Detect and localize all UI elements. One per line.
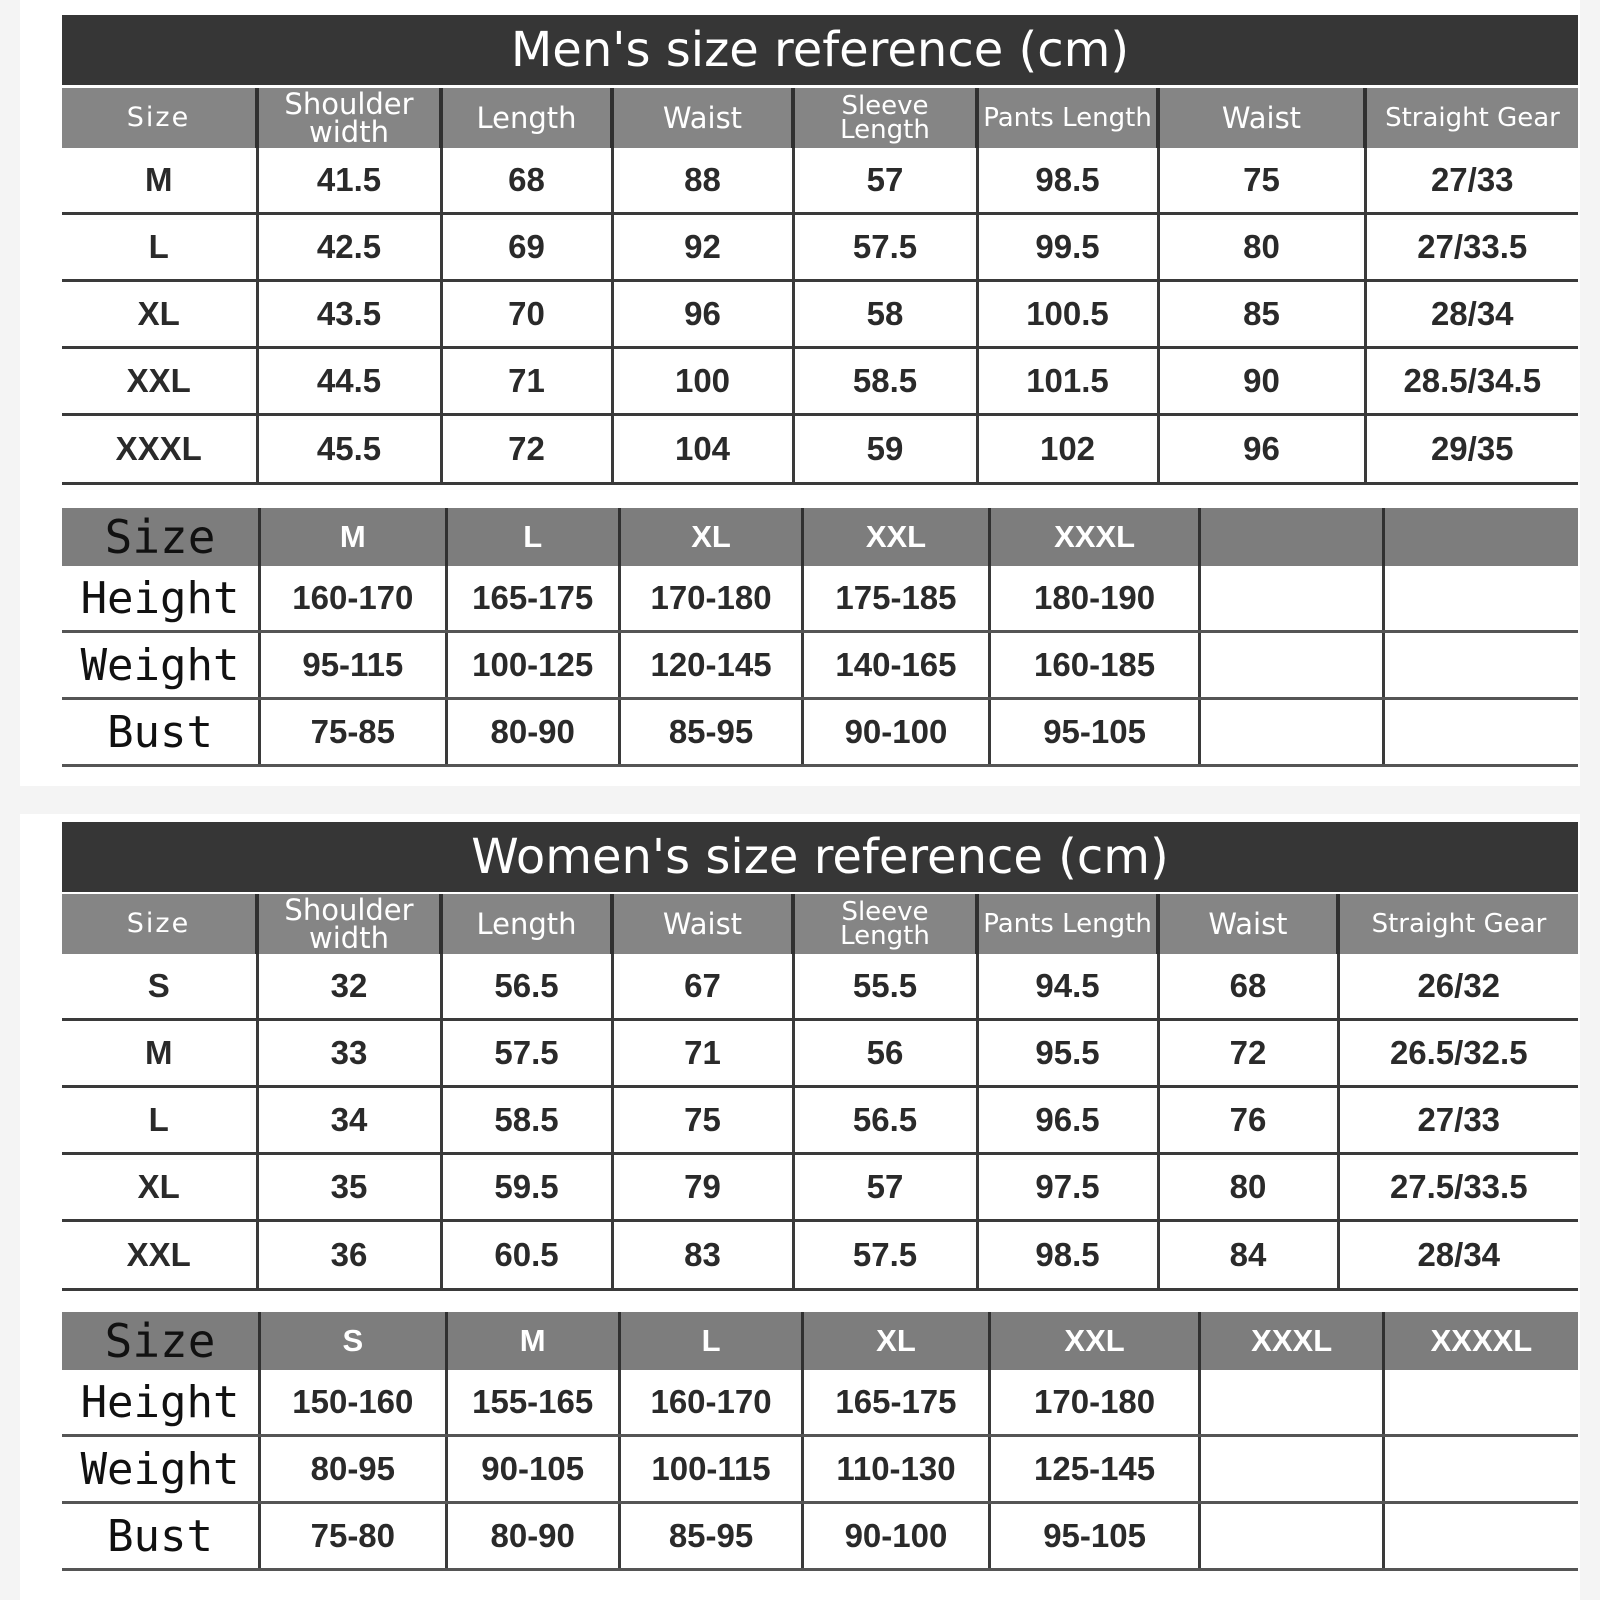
table-cell: 97.5 [977, 1154, 1158, 1221]
table-cell: 160-170 [619, 1370, 802, 1436]
table-cell: 96 [612, 281, 793, 348]
table-cell: 175-185 [803, 566, 989, 632]
table-cell: 27/33.5 [1365, 214, 1578, 281]
table-cell: 90 [1158, 348, 1365, 415]
table-row [62, 632, 1578, 699]
table-row [62, 148, 1578, 214]
column-header: Straight Gear [1338, 894, 1578, 954]
table-cell: 55.5 [793, 954, 977, 1020]
column-header: Length [441, 88, 612, 148]
row-label: Height [62, 1370, 260, 1436]
table-row [62, 1370, 1578, 1436]
table-row [62, 1020, 1578, 1087]
table-cell: 160-170 [260, 566, 446, 632]
table-cell: 26.5/32.5 [1338, 1020, 1578, 1087]
table-cell: 72 [441, 415, 612, 484]
table-cell: 85 [1158, 281, 1365, 348]
table-cell: 60.5 [441, 1221, 612, 1290]
column-header: S [260, 1312, 446, 1370]
table-cell: 80-90 [446, 699, 619, 766]
table-cell: 100 [612, 348, 793, 415]
column-header: Size [62, 894, 257, 954]
table-cell: 150-160 [260, 1370, 446, 1436]
table-cell: 69 [441, 214, 612, 281]
table-cell [1383, 632, 1578, 699]
row-label: Weight [62, 1436, 260, 1503]
column-header: Pants Length [977, 88, 1158, 148]
table-cell: 58.5 [793, 348, 977, 415]
table-cell [1383, 699, 1578, 766]
table-cell: 35 [257, 1154, 441, 1221]
table-cell: 75 [612, 1087, 793, 1154]
column-header: Size [62, 1312, 260, 1370]
table-cell: 44.5 [257, 348, 441, 415]
table-cell: 34 [257, 1087, 441, 1154]
table-cell: 57.5 [793, 1221, 977, 1290]
row-label: XL [62, 1154, 257, 1221]
table-cell: 27/33 [1365, 148, 1578, 214]
table-cell: 36 [257, 1221, 441, 1290]
table-cell [1200, 699, 1383, 766]
column-header: L [619, 1312, 802, 1370]
table-cell: 95-115 [260, 632, 446, 699]
table-cell: 27/33 [1338, 1087, 1578, 1154]
row-label: XXL [62, 1221, 257, 1290]
column-header [1200, 508, 1383, 566]
table-cell: 33 [257, 1020, 441, 1087]
table-cell: 160-185 [989, 632, 1200, 699]
table-cell: 45.5 [257, 415, 441, 484]
table-cell [1383, 566, 1578, 632]
row-label: XL [62, 281, 257, 348]
table-cell: 67 [612, 954, 793, 1020]
table-cell: 98.5 [977, 1221, 1158, 1290]
table-cell: 76 [1158, 1087, 1338, 1154]
men-measurement-table [62, 88, 1578, 485]
table-cell: 120-145 [619, 632, 802, 699]
column-header: Waist [612, 88, 793, 148]
table-row [62, 415, 1578, 484]
table-cell [1200, 1436, 1383, 1503]
table-cell: 29/35 [1365, 415, 1578, 484]
table-cell: 140-165 [803, 632, 989, 699]
column-header: XL [619, 508, 802, 566]
table-cell [1383, 1503, 1578, 1570]
column-header: XXL [803, 508, 989, 566]
header-row [62, 88, 1578, 148]
column-header: Shoulder width [257, 894, 441, 954]
table-cell: 28.5/34.5 [1365, 348, 1578, 415]
table-row [62, 281, 1578, 348]
table-cell: 170-180 [989, 1370, 1200, 1436]
column-header: Waist [612, 894, 793, 954]
table-cell: 80 [1158, 214, 1365, 281]
table-cell: 96.5 [977, 1087, 1158, 1154]
column-header: XXXXL [1383, 1312, 1578, 1370]
table-cell: 88 [612, 148, 793, 214]
women-body-size-table [62, 1312, 1578, 1571]
column-header: L [446, 508, 619, 566]
table-cell: 43.5 [257, 281, 441, 348]
table-cell: 56 [793, 1020, 977, 1087]
table-cell: 27.5/33.5 [1338, 1154, 1578, 1221]
column-header: Straight Gear [1365, 88, 1578, 148]
row-label: Bust [62, 1503, 260, 1570]
table-row [62, 214, 1578, 281]
table-row [62, 1154, 1578, 1221]
table-cell: 85-95 [619, 699, 802, 766]
table-cell [1200, 1503, 1383, 1570]
table-cell: 42.5 [257, 214, 441, 281]
table-cell: 125-145 [989, 1436, 1200, 1503]
table-cell [1383, 1436, 1578, 1503]
table-cell: 95-105 [989, 1503, 1200, 1570]
table-cell: 57.5 [441, 1020, 612, 1087]
table-cell: 28/34 [1338, 1221, 1578, 1290]
table-cell: 94.5 [977, 954, 1158, 1020]
table-cell: 72 [1158, 1020, 1338, 1087]
row-label: XXL [62, 348, 257, 415]
column-header: Sleeve Length [793, 894, 977, 954]
row-label: S [62, 954, 257, 1020]
row-label: XXXL [62, 415, 257, 484]
table-cell: 28/34 [1365, 281, 1578, 348]
column-header [1383, 508, 1578, 566]
table-cell: 110-130 [803, 1436, 989, 1503]
table-cell: 83 [612, 1221, 793, 1290]
column-header: M [446, 1312, 619, 1370]
row-label: M [62, 148, 257, 214]
table-row [62, 699, 1578, 766]
table-cell: 90-105 [446, 1436, 619, 1503]
table-row [62, 1087, 1578, 1154]
table-cell: 165-175 [446, 566, 619, 632]
table-row [62, 954, 1578, 1020]
table-cell: 71 [441, 348, 612, 415]
header-row [62, 508, 1578, 566]
column-header: Size [62, 508, 260, 566]
table-cell: 58.5 [441, 1087, 612, 1154]
table-row [62, 1436, 1578, 1503]
table-cell: 98.5 [977, 148, 1158, 214]
table-cell: 102 [977, 415, 1158, 484]
column-header: Waist [1158, 88, 1365, 148]
table-cell: 26/32 [1338, 954, 1578, 1020]
table-cell: 155-165 [446, 1370, 619, 1436]
table-cell: 70 [441, 281, 612, 348]
table-cell: 68 [441, 148, 612, 214]
table-row [62, 1503, 1578, 1570]
row-label: Weight [62, 632, 260, 699]
table-cell: 165-175 [803, 1370, 989, 1436]
column-header: Size [62, 88, 257, 148]
table-cell: 180-190 [989, 566, 1200, 632]
men-size-title: Men's size reference (cm) [62, 15, 1578, 85]
table-cell: 100.5 [977, 281, 1158, 348]
row-label: Bust [62, 699, 260, 766]
table-cell: 32 [257, 954, 441, 1020]
row-label: Height [62, 566, 260, 632]
table-cell: 84 [1158, 1221, 1338, 1290]
table-cell: 59 [793, 415, 977, 484]
column-header: M [260, 508, 446, 566]
table-cell: 57.5 [793, 214, 977, 281]
table-cell: 75 [1158, 148, 1365, 214]
table-row [62, 566, 1578, 632]
table-cell: 56.5 [793, 1087, 977, 1154]
table-cell: 80 [1158, 1154, 1338, 1221]
table-cell [1200, 632, 1383, 699]
column-header: Shoulder width [257, 88, 441, 148]
column-header: Length [441, 894, 612, 954]
table-cell [1200, 1370, 1383, 1436]
table-row [62, 348, 1578, 415]
women-measurement-table [62, 894, 1578, 1291]
table-cell: 96 [1158, 415, 1365, 484]
column-header: Pants Length [977, 894, 1158, 954]
table-cell: 92 [612, 214, 793, 281]
table-cell: 71 [612, 1020, 793, 1087]
row-label: M [62, 1020, 257, 1087]
women-size-panel [20, 814, 1580, 1600]
table-cell: 95-105 [989, 699, 1200, 766]
table-cell: 75-80 [260, 1503, 446, 1570]
table-cell: 68 [1158, 954, 1338, 1020]
table-cell [1200, 566, 1383, 632]
table-cell: 56.5 [441, 954, 612, 1020]
column-header: XL [803, 1312, 989, 1370]
table-cell: 75-85 [260, 699, 446, 766]
column-header: XXXL [1200, 1312, 1383, 1370]
column-header: Waist [1158, 894, 1338, 954]
table-cell: 95.5 [977, 1020, 1158, 1087]
table-cell: 104 [612, 415, 793, 484]
table-cell: 57 [793, 148, 977, 214]
row-label: L [62, 1087, 257, 1154]
table-row [62, 1221, 1578, 1290]
table-cell: 80-90 [446, 1503, 619, 1570]
women-size-title: Women's size reference (cm) [62, 822, 1578, 892]
table-cell: 80-95 [260, 1436, 446, 1503]
column-header: Sleeve Length [793, 88, 977, 148]
table-cell: 90-100 [803, 1503, 989, 1570]
men-body-size-table [62, 508, 1578, 767]
table-cell: 100-115 [619, 1436, 802, 1503]
column-header: XXXL [989, 508, 1200, 566]
table-cell: 170-180 [619, 566, 802, 632]
table-cell: 101.5 [977, 348, 1158, 415]
table-cell: 41.5 [257, 148, 441, 214]
table-cell: 59.5 [441, 1154, 612, 1221]
table-cell: 90-100 [803, 699, 989, 766]
column-header: XXL [989, 1312, 1200, 1370]
table-cell: 58 [793, 281, 977, 348]
table-cell: 79 [612, 1154, 793, 1221]
row-label: L [62, 214, 257, 281]
table-cell: 85-95 [619, 1503, 802, 1570]
men-size-panel [20, 0, 1580, 786]
table-cell: 99.5 [977, 214, 1158, 281]
table-cell: 57 [793, 1154, 977, 1221]
table-cell [1383, 1370, 1578, 1436]
header-row [62, 1312, 1578, 1370]
table-cell: 100-125 [446, 632, 619, 699]
header-row [62, 894, 1578, 954]
